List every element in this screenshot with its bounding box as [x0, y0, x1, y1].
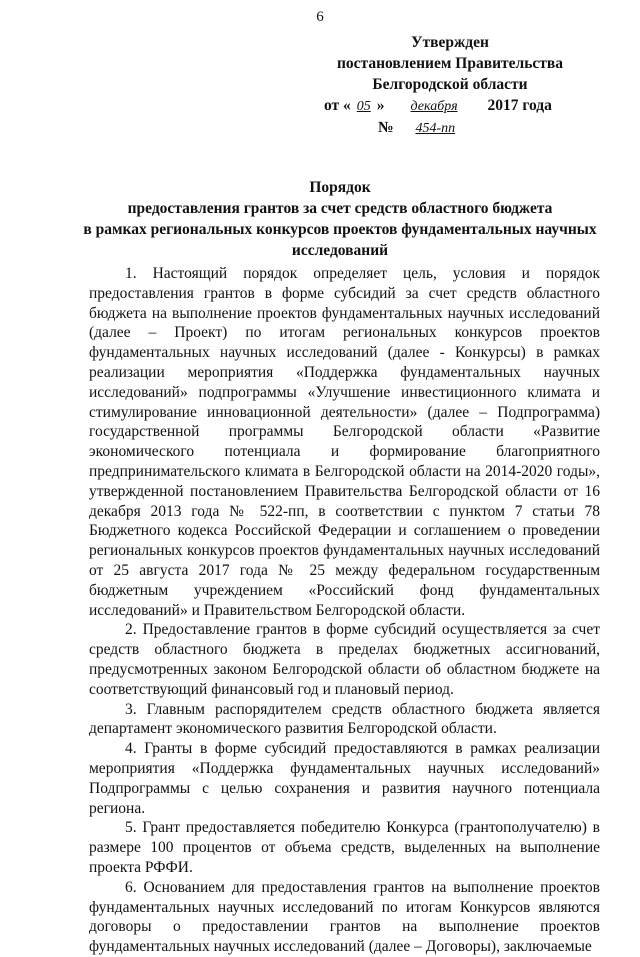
paragraph-4: 4. Гранты в форме субсидий предоставляются в рамках реализации мероприятия «Поддержка фундаментальных научных исследований» Подпрограммы с целью сохранения и развития научного потенциала региона. — [89, 740, 600, 817]
paragraph-1: 1. Настоящий порядок определяет цель, условия и порядок предоставления грантов в форме субсидий за счет средств областного бюджета на выполнение проектов фундаментальных научных исследований (далее – Проект) по итогам региональных конкурсов проектов фундаментальных научных исследований (далее - Конкурсы) в рамках реализации мероприятия «Поддержка фундаментальных научных исследований» подпрограммы «Улучшение инвестиционного климата и стимулирование инновационной деятельности» (далее – Подпрограмма) государственной программы Белгородской области «Развитие экономического потенциала и формирование благоприятного предпринимательского климата в Белгородской области на 2014-2020 годы», утвержденной постановлением Правительства Белгородской области от 16 декабря 2013 года № 522-пп, в соответствии с пунктом 7 статьи 78 Бюджетного кодекса Российской Федерации и соглашением о проведении региональных конкурсов проектов фундаментальных научных исследований от 25 августа 2017 года № 25 между федеральном государственным бюджетным учреждением «Российский фонд фундаментальных исследований» и Правительством Белгородской области. — [89, 265, 600, 619]
approval-date — [300, 95, 600, 117]
approval-line-3: Белгородской области — [372, 76, 528, 93]
paragraph-5: 5. Грант предоставляется победителю Конкурса (грантополучателю) в размере 100 процентов от объема средств, выделенных на выполнение проекта РФФИ. — [89, 819, 600, 876]
title-line-1: Порядок — [309, 179, 371, 196]
approval-line-2: постановлением Правительства — [336, 55, 564, 72]
approval-line-1: Утвержден — [411, 34, 489, 51]
number-label: № — [378, 119, 394, 136]
paragraph-2: 2. Предоставление грантов в форме субсидий осуществляется за счет средств областного бюджета в пределах бюджетных ассигнований, предусмотренных законом Белгородской области об областном бюджете на соответствующий финансовый год и плановый период. — [89, 621, 600, 698]
title-line-2: предоставления грантов за счет средств областного бюджета — [127, 200, 553, 217]
date-year: 2017 года — [487, 97, 552, 114]
paragraph-6: 6. Основанием для предоставления грантов на выполнение проектов фундаментальных научных исследований по итогам Конкурсов являются договоры о предоставлении грантов на выполнение проектов фундаментальных научных исследований (далее – Договоры), заключаемые — [89, 878, 600, 956]
document-title — [70, 177, 610, 261]
date-month: декабря — [410, 99, 458, 114]
title-line-3: в рамках региональных конкурсов проектов фундаментальных научных исследований — [83, 221, 597, 259]
page-number: 6 — [316, 9, 324, 25]
date-mid: » — [376, 97, 385, 114]
date-day: 05 — [356, 99, 371, 114]
approval-number — [300, 117, 600, 139]
approval-stamp — [300, 32, 600, 139]
number-value: 454-пп — [415, 121, 456, 136]
date-prefix: от « — [324, 97, 351, 114]
paragraph-3: 3. Главным распорядителем средств областного бюджета является департамент экономического развития Белгородской области. — [89, 700, 600, 738]
document-body — [89, 264, 600, 957]
